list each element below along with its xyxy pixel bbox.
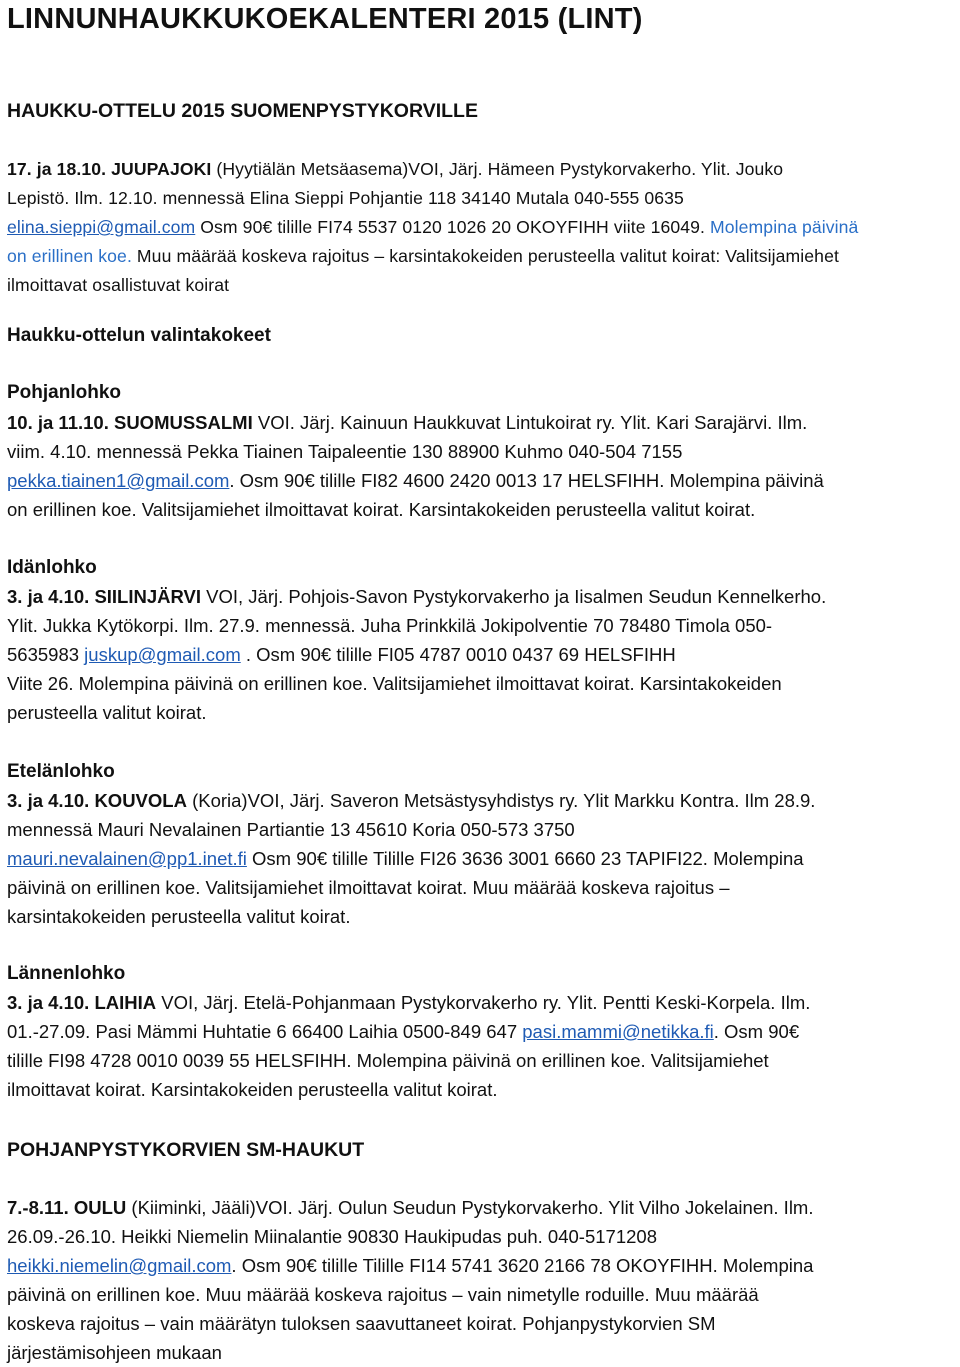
section-heading-valintakokeet: Haukku-ottelun valintakokeet (7, 325, 271, 346)
section-heading-haukku-ottelu: HAUKKU-OTTELU 2015 SUOMENPYSTYKORVILLE (7, 100, 478, 122)
section-heading-sm-haukut: POHJANPYSTYKORVIEN SM-HAUKUT (7, 1139, 365, 1161)
email-link-juha-prinkkila[interactable]: juskup@gmail.com (84, 644, 241, 665)
entry-line: 3. ja 4.10. LAIHIA VOI, Järj. Etelä-Pohjanmaan Pystykorvakerho ry. Ylit. Pentti Keski-Korpela. Ilm. (7, 992, 811, 1013)
email-link-pekka-tiainen[interactable]: pekka.tiainen1@gmail.com (7, 470, 230, 491)
email-link-mauri-nevalainen[interactable]: mauri.nevalainen@pp1.inet.fi (7, 848, 247, 869)
event-place: SIILINJÄRVI (94, 586, 202, 607)
entry-line: järjestämisohjeen mukaan (7, 1342, 222, 1363)
entry-line: 5635983 juskup@gmail.com . Osm 90€ tilille FI05 4787 0010 0437 69 HELSFIHH (7, 644, 676, 665)
subheading-pohjanlohko: Pohjanlohko (7, 382, 121, 403)
event-date: 3. ja 4.10. (7, 790, 90, 811)
event-details: (Hyytiälän Metsäasema)VOI, Järj. Hämeen Pystykorvakerho. Ylit. Jouko (211, 159, 784, 179)
entry-line: päivinä on erillinen koe. Valitsijamiehet ilmoittavat koirat. Muu määrää koskeva rajoitus – (7, 877, 730, 898)
event-place: LAIHIA (94, 992, 157, 1013)
entry-line: Ylit. Jukka Kytökorpi. Ilm. 27.9. mennessä. Juha Prinkkilä Jokipolventie 70 78480 Timola 050- (7, 615, 773, 636)
entry-line: karsintakokeiden perusteella valitut koirat. (7, 906, 351, 927)
entry-line: mauri.nevalainen@pp1.inet.fi Osm 90€ tilille Tilille FI26 3636 3001 6660 23 TAPIFI22. Molempina (7, 848, 804, 869)
entry-line: 10. ja 11.10. SUOMUSSALMI VOI. Järj. Kainuun Haukkuvat Lintukoirat ry. Ylit. Kari Sarajärvi. Ilm. (7, 412, 808, 433)
entry-line: 26.09.-26.10. Heikki Niemelin Miinalantie 90830 Haukipudas puh. 040-5171208 (7, 1226, 657, 1247)
entry-line: ilmoittavat koirat. Karsintakokeiden perusteella valitut koirat. (7, 1079, 498, 1100)
entry-line: perusteella valitut koirat. (7, 702, 207, 723)
entry-line: 7.-8.11. OULU (Kiiminki, Jääli)VOI. Järj. Oulun Seudun Pystykorvakerho. Ylit Vilho Jokelainen. Ilm. (7, 1197, 814, 1218)
entry-line: elina.sieppi@gmail.com Osm 90€ tilille FI74 5537 0120 1026 20 OKOYFIHH viite 16049. Molempina päivinä (7, 217, 859, 237)
idanlohko-entry (7, 582, 957, 727)
entry-line: Lepistö. Ilm. 12.10. mennessä Elina Sieppi Pohjantie 118 34140 Mutala 040-555 0635 (7, 188, 684, 208)
event-place: SUOMUSSALMI (113, 412, 253, 433)
email-link-elina-sieppi[interactable]: elina.sieppi@gmail.com (7, 217, 196, 237)
event-date: 7.-8.11. (7, 1197, 69, 1218)
entry-line: Viite 26. Molempina päivinä on erillinen koe. Valitsijamiehet ilmoittavat koirat. Karsintakokeiden (7, 673, 782, 694)
event-date: 17. ja 18.10. (7, 159, 107, 179)
entry-line: koskeva rajoitus – vain määrätyn tuloksen saavuttaneet koirat. Pohjanpystykorvien SM (7, 1313, 716, 1334)
event-place: JUUPAJOKI (111, 159, 212, 179)
entry-line: 01.-27.09. Pasi Mämmi Huhtatie 6 66400 Laihia 0500-849 647 pasi.mammi@netikka.fi. Osm 90€ (7, 1021, 800, 1042)
entry-line: on erillinen koe. Muu määrää koskeva rajoitus – karsintakokeiden perusteella valitut koirat: Valitsijamiehet (7, 246, 839, 266)
entry-line: 3. ja 4.10. KOUVOLA (Koria)VOI, Järj. Saveron Metsästysyhdistys ry. Ylit Markku Kontra. Ilm 28.9. (7, 790, 816, 811)
entry-line: heikki.niemelin@gmail.com. Osm 90€ tilille Tilille FI14 5741 3620 2166 78 OKOYFIHH. Molempina (7, 1255, 814, 1276)
event-place: KOUVOLA (94, 790, 187, 811)
subheading-idanlohko: Idänlohko (7, 557, 97, 578)
lannenlohko-entry (7, 988, 957, 1104)
entry-line (7, 155, 957, 184)
oulu-entry (7, 1193, 957, 1367)
juupajoki-entry (7, 155, 957, 300)
entry-line: mennessä Mauri Nevalainen Partiantie 13 45610 Koria 050-573 3750 (7, 819, 575, 840)
entry-line: päivinä on erillinen koe. Muu määrää koskeva rajoitus – vain nimetylle roduille. Muu määrää (7, 1284, 759, 1305)
email-link-pasi-mammi[interactable]: pasi.mammi@netikka.fi (522, 1021, 714, 1042)
pohjanlohko-entry (7, 408, 957, 524)
etelanlohko-entry (7, 786, 957, 931)
event-date: 3. ja 4.10. (7, 992, 90, 1013)
entry-line: 3. ja 4.10. SIILINJÄRVI VOI, Järj. Pohjois-Savon Pystykorvakerho ja Iisalmen Seudun Kennelkerho. (7, 586, 827, 607)
entry-line: on erillinen koe. Valitsijamiehet ilmoittavat koirat. Karsintakokeiden perusteella valitut koirat. (7, 499, 756, 520)
entry-line: ilmoittavat osallistuvat koirat (7, 275, 230, 295)
subheading-lannenlohko: Lännenlohko (7, 963, 126, 984)
subheading-etelanlohko: Etelänlohko (7, 761, 115, 782)
event-date: 3. ja 4.10. (7, 586, 90, 607)
email-link-heikki-niemelin[interactable]: heikki.niemelin@gmail.com (7, 1255, 232, 1276)
page-title: LINNUNHAUKKUKOEKALENTERI 2015 (LINT) (7, 3, 643, 35)
entry-line: tilille FI98 4728 0010 0039 55 HELSFIHH. Molempina päivinä on erillinen koe. Valitsijamiehet (7, 1050, 769, 1071)
entry-line: pekka.tiainen1@gmail.com. Osm 90€ tilille FI82 4600 2420 0013 17 HELSFIHH. Molempina päivinä (7, 470, 824, 491)
event-date: 10. ja 11.10. (7, 412, 109, 433)
entry-line: viim. 4.10. mennessä Pekka Tiainen Taipaleentie 130 88900 Kuhmo 040-504 7155 (7, 441, 683, 462)
event-place: OULU (73, 1197, 127, 1218)
